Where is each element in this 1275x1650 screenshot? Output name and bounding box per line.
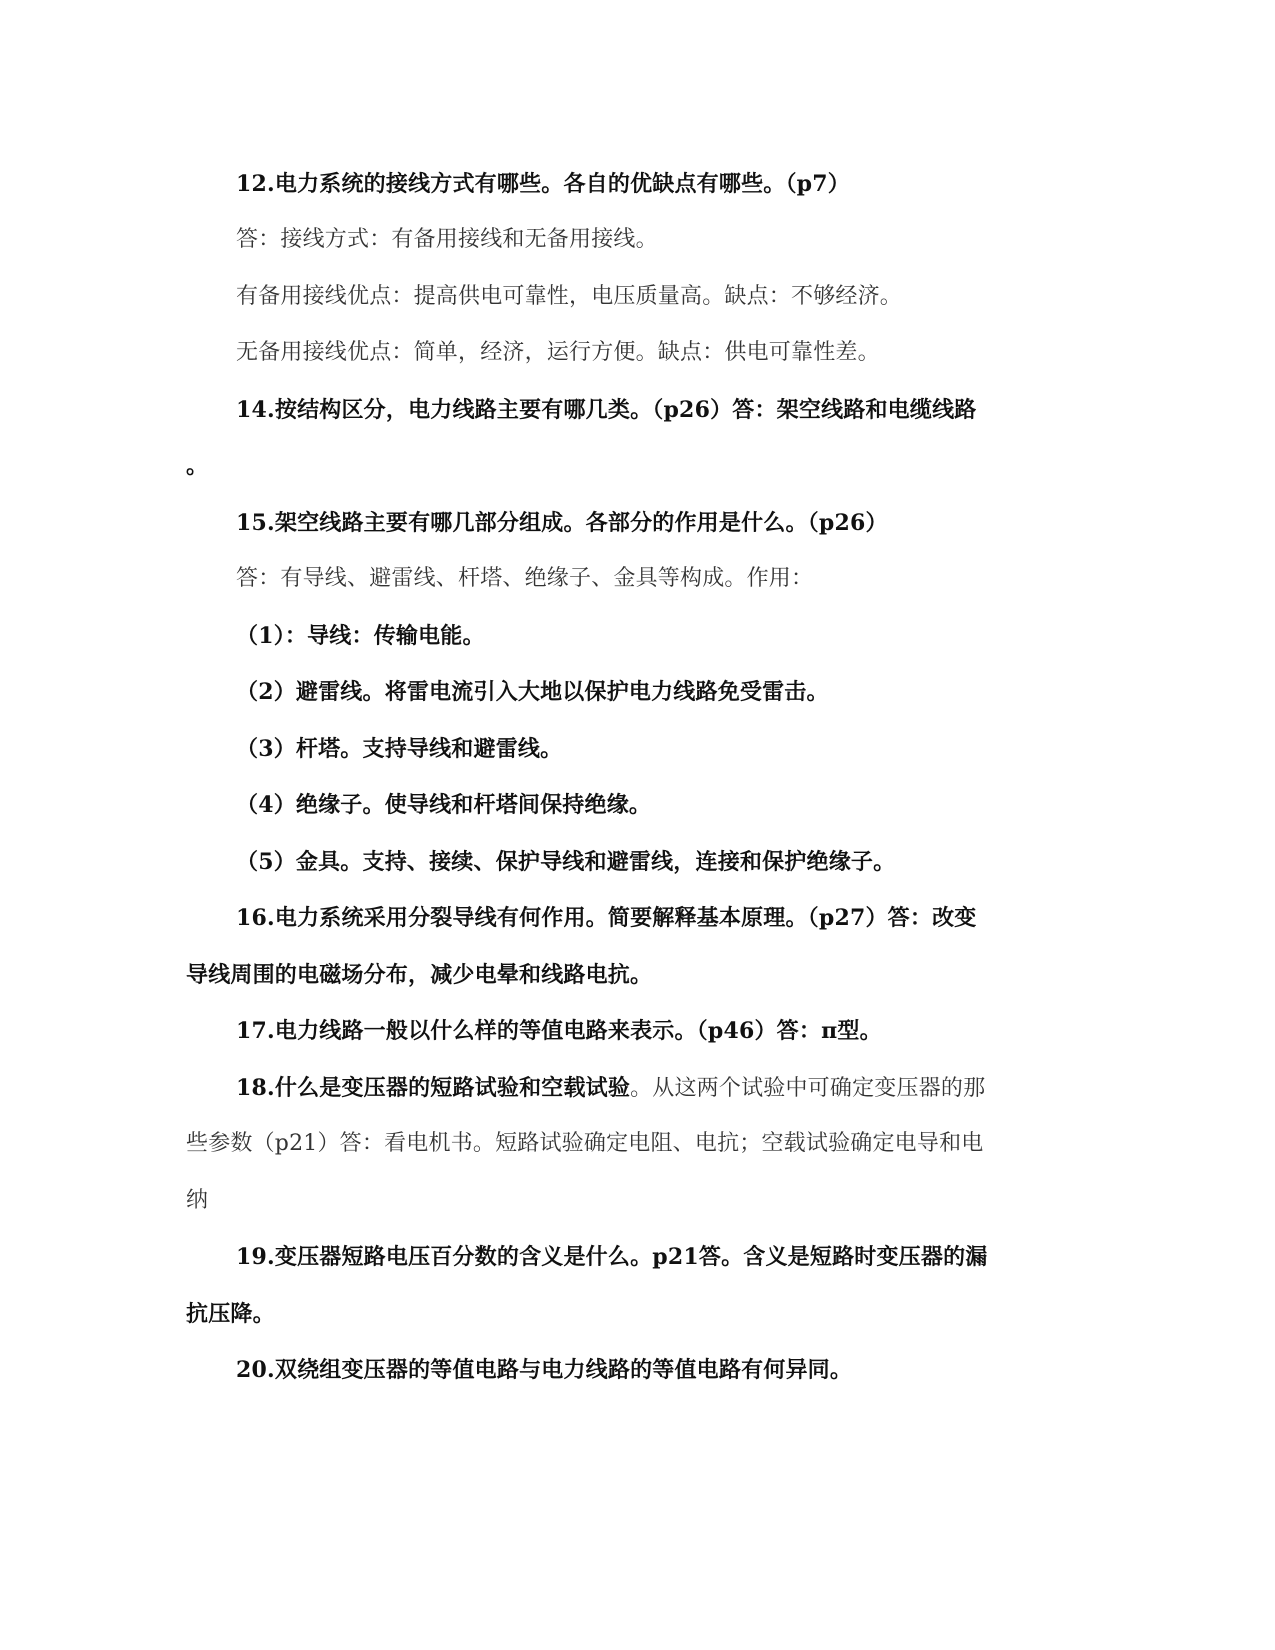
question-19: 19.变压器短路电压百分数的含义是什么。p21答。含义是短路时变压器的漏 xyxy=(236,1244,988,1270)
question-17: 17.电力线路一般以什么样的等值电路来表示。（p46）答：π型。 xyxy=(236,1018,882,1044)
question-20: 20.双绕组变压器的等值电路与电力线路的等值电路有何异同。 xyxy=(236,1357,853,1383)
answer-15-intro: 答：有导线、避雷线、杆塔、绝缘子、金具等构成。作用： xyxy=(236,566,814,591)
answer-15-item-2: （2）避雷线。将雷电流引入大地以保护电力线路免受雷击。 xyxy=(236,679,829,705)
answer-15-item-5: （5）金具。支持、接续、保护导线和避雷线，连接和保护绝缘子。 xyxy=(236,849,896,875)
question-16: 16.电力系统采用分裂导线有何作用。简要解释基本原理。（p27）答：改变 xyxy=(236,905,977,931)
answer-12-line-3: 无备用接线优点：简单，经济，运行方便。缺点：供电可靠性差。 xyxy=(236,340,880,365)
answer-15-item-4: （4）绝缘子。使导线和杆塔间保持绝缘。 xyxy=(236,792,652,818)
question-18-bold: 18.什么是变压器的短路试验和空载试验 xyxy=(236,1075,631,1101)
answer-12-line-1: 答：接线方式：有备用接线和无备用接线。 xyxy=(236,227,658,252)
question-19-continuation: 抗压降。 xyxy=(186,1301,275,1327)
question-14: 14.按结构区分，电力线路主要有哪几类。（p26）答：架空线路和电缆线路 xyxy=(236,397,977,423)
question-15: 15.架空线路主要有哪几部分组成。各部分的作用是什么。（p26） xyxy=(236,510,888,536)
question-18-line-2: 些参数（p21）答：看电机书。短路试验确定电阻、电抗；空载试验确定电导和电 xyxy=(186,1131,984,1156)
answer-12-line-2: 有备用接线优点：提高供电可靠性，电压质量高。缺点：不够经济。 xyxy=(236,284,903,309)
answer-15-item-1: （1）：导线：传输电能。 xyxy=(236,623,485,649)
question-18-rest: 。从这两个试验中可确定变压器的那 xyxy=(630,1076,986,1101)
question-18 xyxy=(236,1073,985,1104)
answer-15-item-3: （3）杆塔。支持导线和避雷线。 xyxy=(236,736,563,762)
question-16-continuation: 导线周围的电磁场分布，减少电晕和线路电抗。 xyxy=(186,962,653,988)
question-14-continuation: 。 xyxy=(186,453,209,479)
question-12: 12.电力系统的接线方式有哪些。各自的优缺点有哪些。（p7） xyxy=(236,171,850,197)
question-18-line-3: 纳 xyxy=(186,1188,209,1213)
